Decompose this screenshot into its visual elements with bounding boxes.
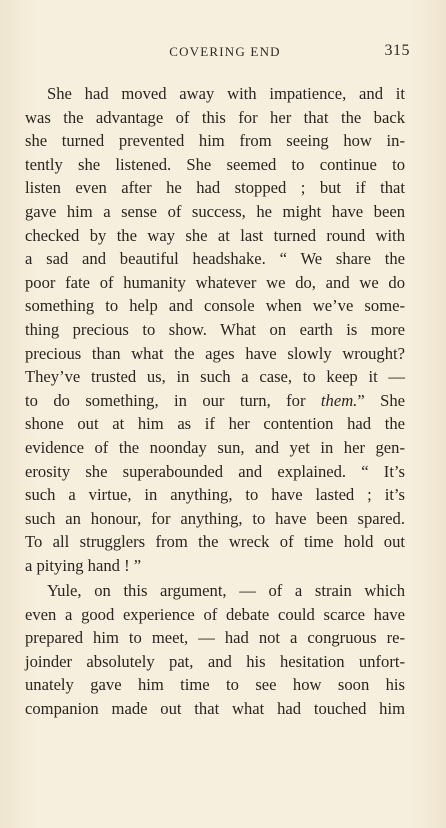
body-text (25, 82, 405, 721)
paragraph (25, 82, 405, 577)
page-number: 315 (384, 42, 410, 59)
text-line: checked by the way she at last turned round with (25, 225, 405, 245)
text-fragment: ” She (357, 390, 405, 410)
text-line: To all strugglers from the wreck of time hold out (25, 532, 405, 552)
paragraph (25, 579, 405, 721)
text-line: unately gave him time to see how soon his (25, 675, 405, 695)
text-line: tently she listened. She seemed to continue to (25, 154, 405, 174)
running-head (40, 44, 410, 66)
running-title: COVERING END (169, 44, 281, 59)
text-line: prepared him to meet, — had not a congruous re- (25, 628, 405, 648)
text-line: even a good experience of debate could scarce have (25, 604, 405, 624)
text-line-with-italic (25, 389, 405, 413)
text-line: such an honour, for anything, to have been spared. (25, 508, 405, 528)
text-line: They’ve trusted us, in such a case, to keep it — (25, 367, 405, 387)
text-line: she turned prevented him from seeing how in- (25, 131, 405, 151)
text-line: shone out at him as if her contention had the (25, 414, 405, 434)
text-line: listen even after he had stopped ; but if that (25, 178, 405, 198)
text-line: She had moved away with impatience, and it (47, 84, 405, 103)
italic-word: them. (320, 390, 358, 410)
text-line: joinder absolutely pat, and his hesitation unfort- (25, 651, 405, 671)
text-line: poor fate of humanity whatever we do, and we do (25, 272, 405, 292)
text-line: such a virtue, in anything, to have lasted ; it’s (25, 485, 405, 505)
text-line: Yule, on this argument, — of a strain which (47, 580, 405, 600)
text-line: companion made out that what had touched him (25, 698, 405, 718)
text-line: a pitying hand ! ” (25, 555, 142, 575)
text-line: was the advantage of this for her that the back (25, 107, 405, 127)
text-line: precious than what the ages have slowly wrought? (25, 343, 405, 363)
text-fragment: to do something, in our turn, for (25, 390, 321, 410)
text-line: erosity she superabounded and explained. “ It’s (25, 461, 405, 481)
text-line: a sad and beautiful headshake. “ We share the (25, 249, 405, 269)
text-line: evidence of the noonday sun, and yet in her gen- (25, 437, 405, 457)
text-line: thing precious to show. What on earth is more (25, 319, 405, 339)
text-line: something to help and console when we’ve some- (25, 296, 405, 316)
text-line: gave him a sense of success, he might have been (25, 201, 405, 221)
